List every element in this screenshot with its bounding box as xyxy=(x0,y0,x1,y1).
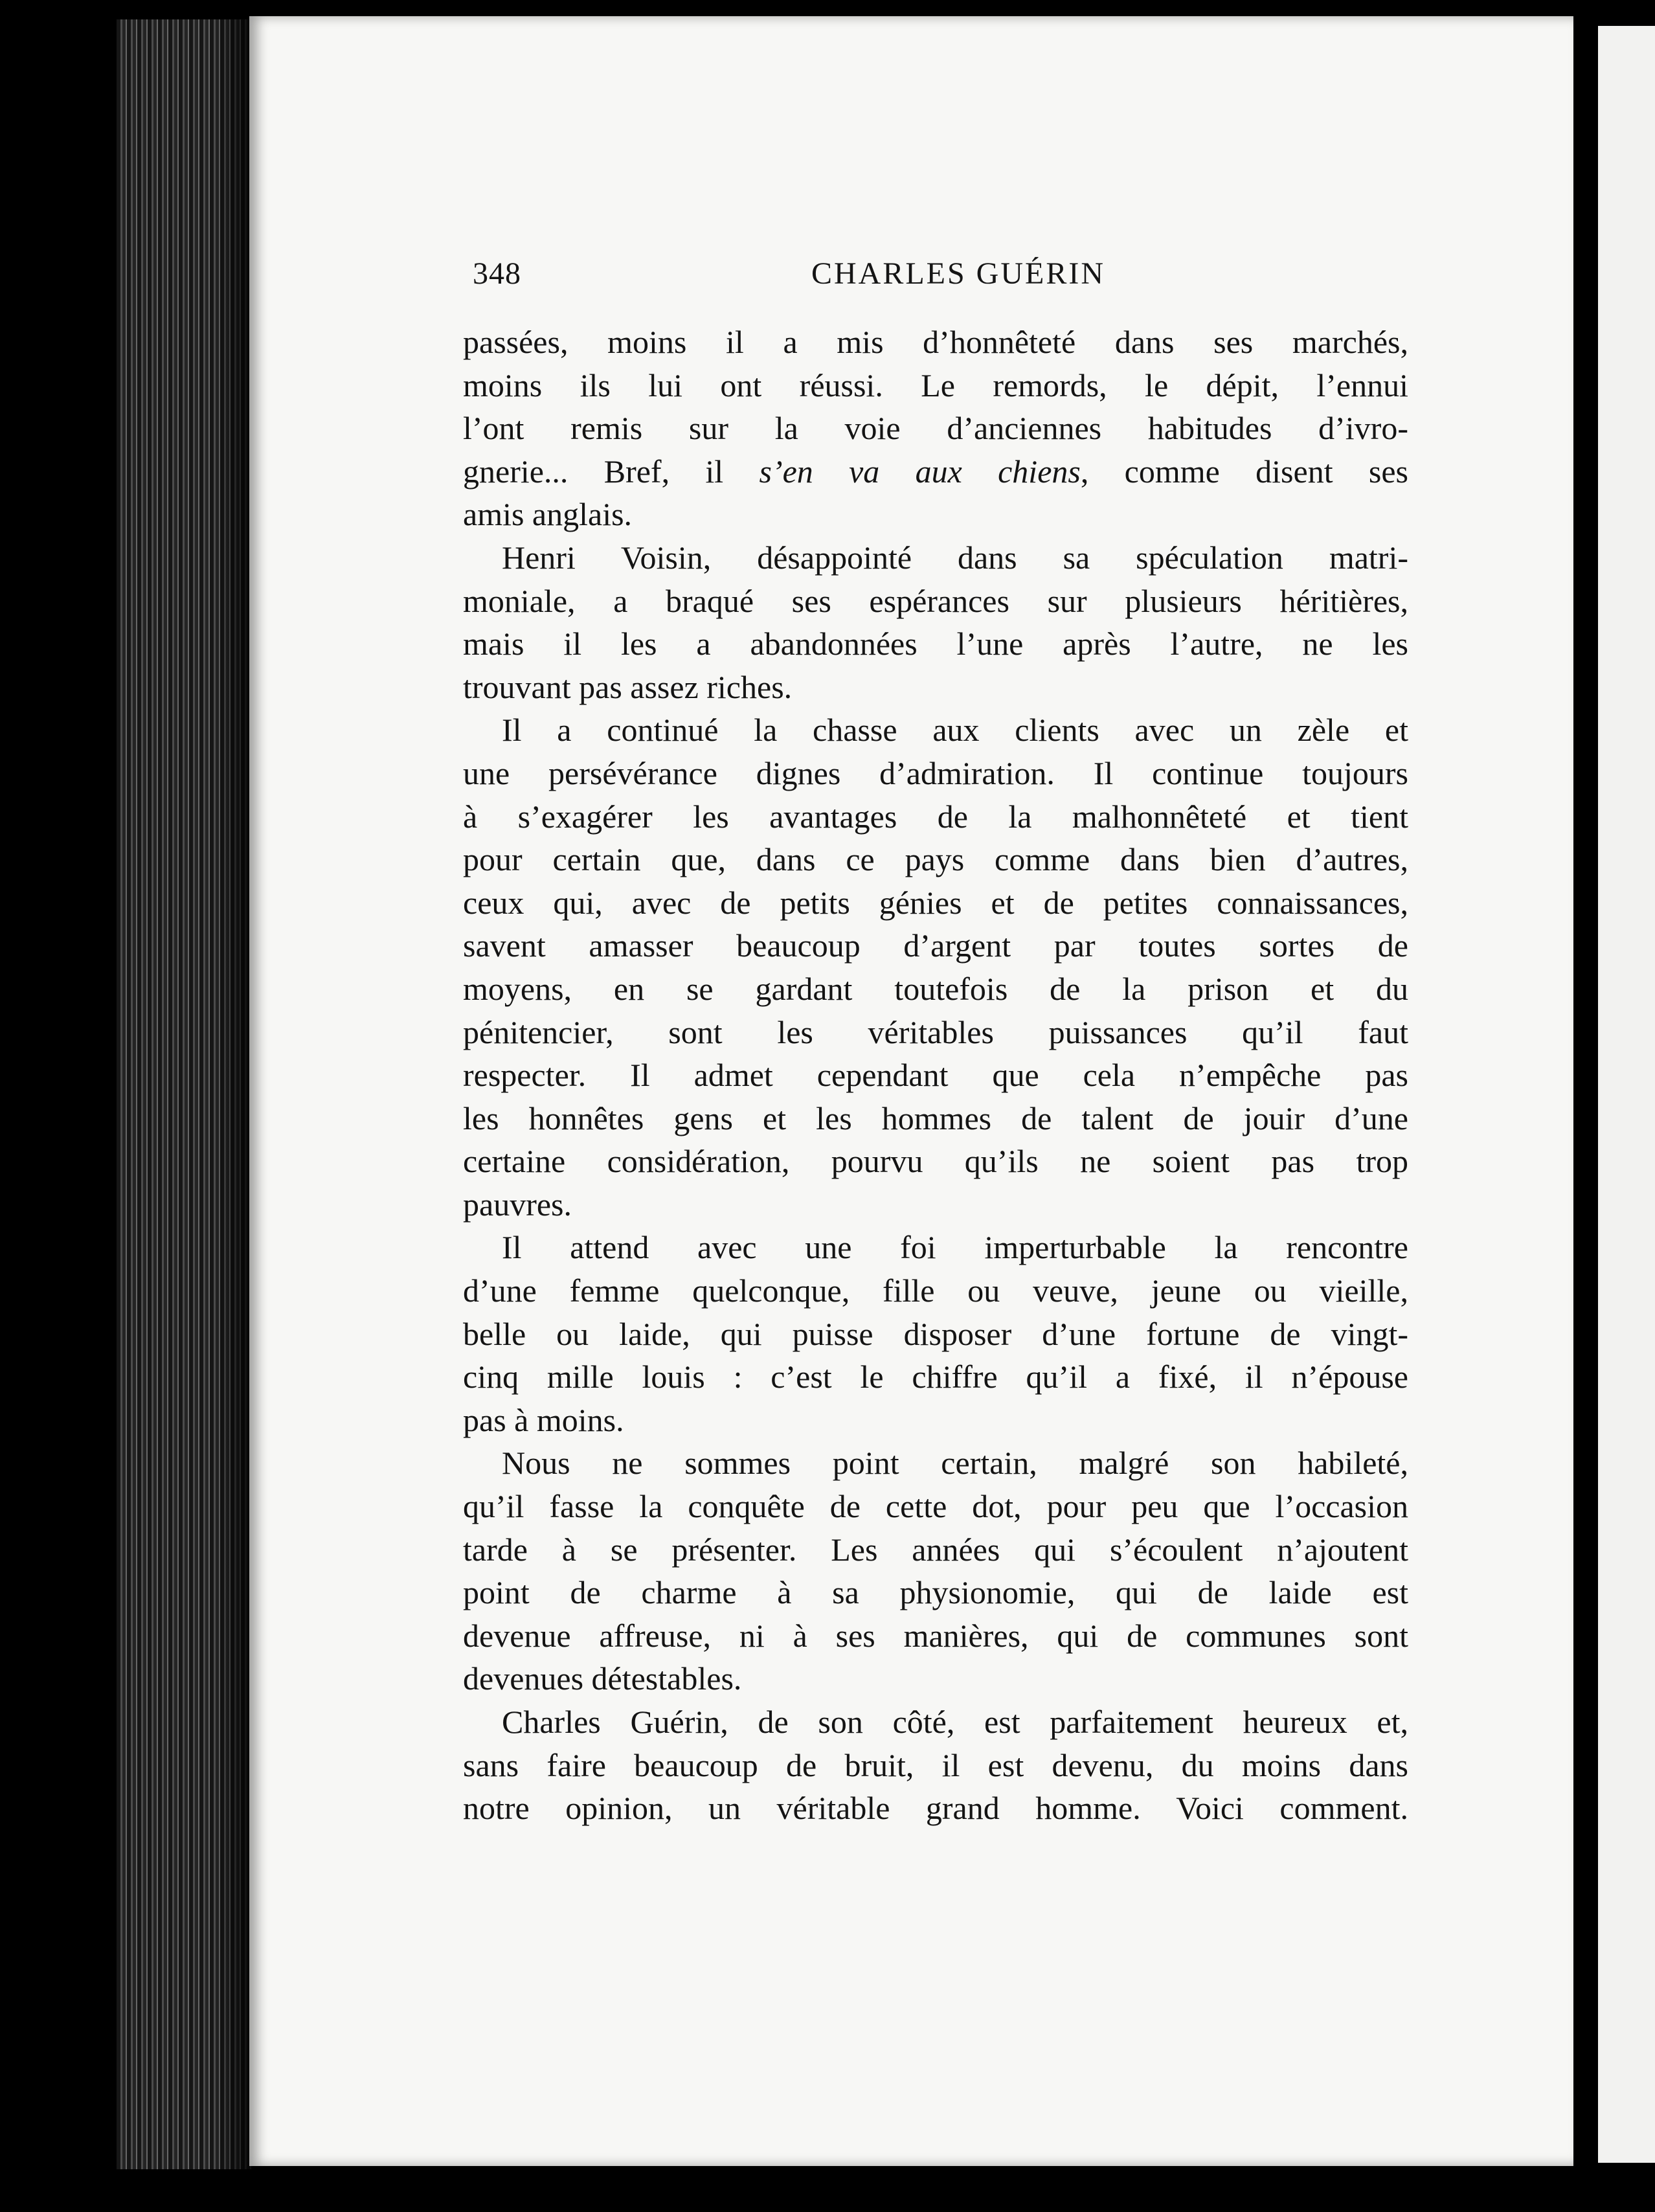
text-line: trouvant pas assez riches. xyxy=(463,668,793,705)
paragraph xyxy=(463,708,1408,1226)
text-line-with-italic xyxy=(463,450,1408,493)
text-line: ceux qui, avec de petits génies et de petites connaissances, xyxy=(463,884,1408,921)
text-line: pas à moins. xyxy=(463,1401,624,1438)
text-line: Nous ne sommes point certain, malgré son habileté, xyxy=(502,1445,1408,1482)
italic-phrase: s’en va aux chiens xyxy=(759,453,1081,490)
text-line: Charles Guérin, de son côté, est parfaitement heureux et, xyxy=(502,1704,1408,1740)
text-line: une persévérance dignes d’admiration. Il continue toujours xyxy=(463,754,1408,791)
text-line: cinq mille louis : c’est le chiffre qu’il a fixé, il n’épouse xyxy=(463,1359,1408,1395)
body-text xyxy=(463,321,1408,1830)
text-line: moyens, en se gardant toutefois de la prison et du xyxy=(463,970,1408,1007)
book-gutter-shadow xyxy=(214,19,253,2169)
text-line: certaine considération, pourvu qu’ils ne soient pas trop xyxy=(463,1143,1408,1180)
text-line: les honnêtes gens et les hommes de talent de jouir d’une xyxy=(463,1100,1408,1136)
paragraph xyxy=(463,536,1408,708)
text-line: passées, moins il a mis d’honnêteté dans ses marchés, xyxy=(463,324,1408,360)
page-number: 348 xyxy=(473,256,521,291)
text-line: mais il les a abandonnées l’une après l’autre, ne les xyxy=(463,626,1408,662)
text-line: tarde à se présenter. Les années qui s’écoulent n’ajoutent xyxy=(463,1531,1408,1568)
text-line: pour certain que, dans ce pays comme dans bien d’autres, xyxy=(463,841,1408,878)
text-line: moniale, a braqué ses espérances sur plusieurs héritières, xyxy=(463,582,1408,619)
paragraph xyxy=(463,1441,1408,1700)
paragraph xyxy=(463,1700,1408,1830)
text-line: amis anglais. xyxy=(463,496,633,533)
text-line: belle ou laide, qui puisse disposer d’une fortune de vingt- xyxy=(463,1315,1408,1352)
text-line: devenue affreuse, ni à ses manières, qui de communes sont xyxy=(463,1617,1408,1654)
text-line: Il attend avec une foi imperturbable la rencontre xyxy=(502,1229,1408,1266)
text-line: à s’exagérer les avantages de la malhonnêteté et tient xyxy=(463,798,1408,835)
text-line: devenues détestables. xyxy=(463,1660,742,1697)
text-line: Il a continué la chasse aux clients avec un zèle et xyxy=(502,712,1408,749)
paragraph xyxy=(463,321,1408,536)
paragraph xyxy=(463,1226,1408,1441)
running-head xyxy=(473,256,1418,301)
text-line: respecter. Il admet cependant que cela n’empêche pas xyxy=(463,1057,1408,1094)
facing-page-edge xyxy=(1598,26,1655,2163)
text-line: d’une femme quelconque, fille ou veuve, jeune ou vieille, xyxy=(463,1272,1408,1309)
text-line: sans faire beaucoup de bruit, il est devenu, du moins dans xyxy=(463,1746,1408,1783)
text-line: savent amasser beaucoup d’argent par toutes sortes de xyxy=(463,927,1408,964)
text-line: moins ils lui ont réussi. Le remords, le dépit, l’ennui xyxy=(463,367,1408,403)
text-line: notre opinion, un véritable grand homme. Voici comment. xyxy=(463,1790,1408,1827)
text-line: pénitencier, sont les véritables puissances qu’il faut xyxy=(463,1013,1408,1050)
text-line: l’ont remis sur la voie d’anciennes habitudes d’ivro- xyxy=(463,410,1408,447)
text-run: , comme disent ses xyxy=(1080,453,1408,490)
text-line: qu’il fasse la conquête de cette dot, pour peu que l’occasion xyxy=(463,1488,1408,1525)
text-run: gnerie... Bref, il xyxy=(463,453,760,490)
text-line: point de charme à sa physionomie, qui de laide est xyxy=(463,1574,1408,1611)
text-line: Henri Voisin, désappointé dans sa spéculation matri- xyxy=(502,539,1408,576)
running-title: CHARLES GUÉRIN xyxy=(811,256,1105,291)
text-line: pauvres. xyxy=(463,1186,572,1223)
